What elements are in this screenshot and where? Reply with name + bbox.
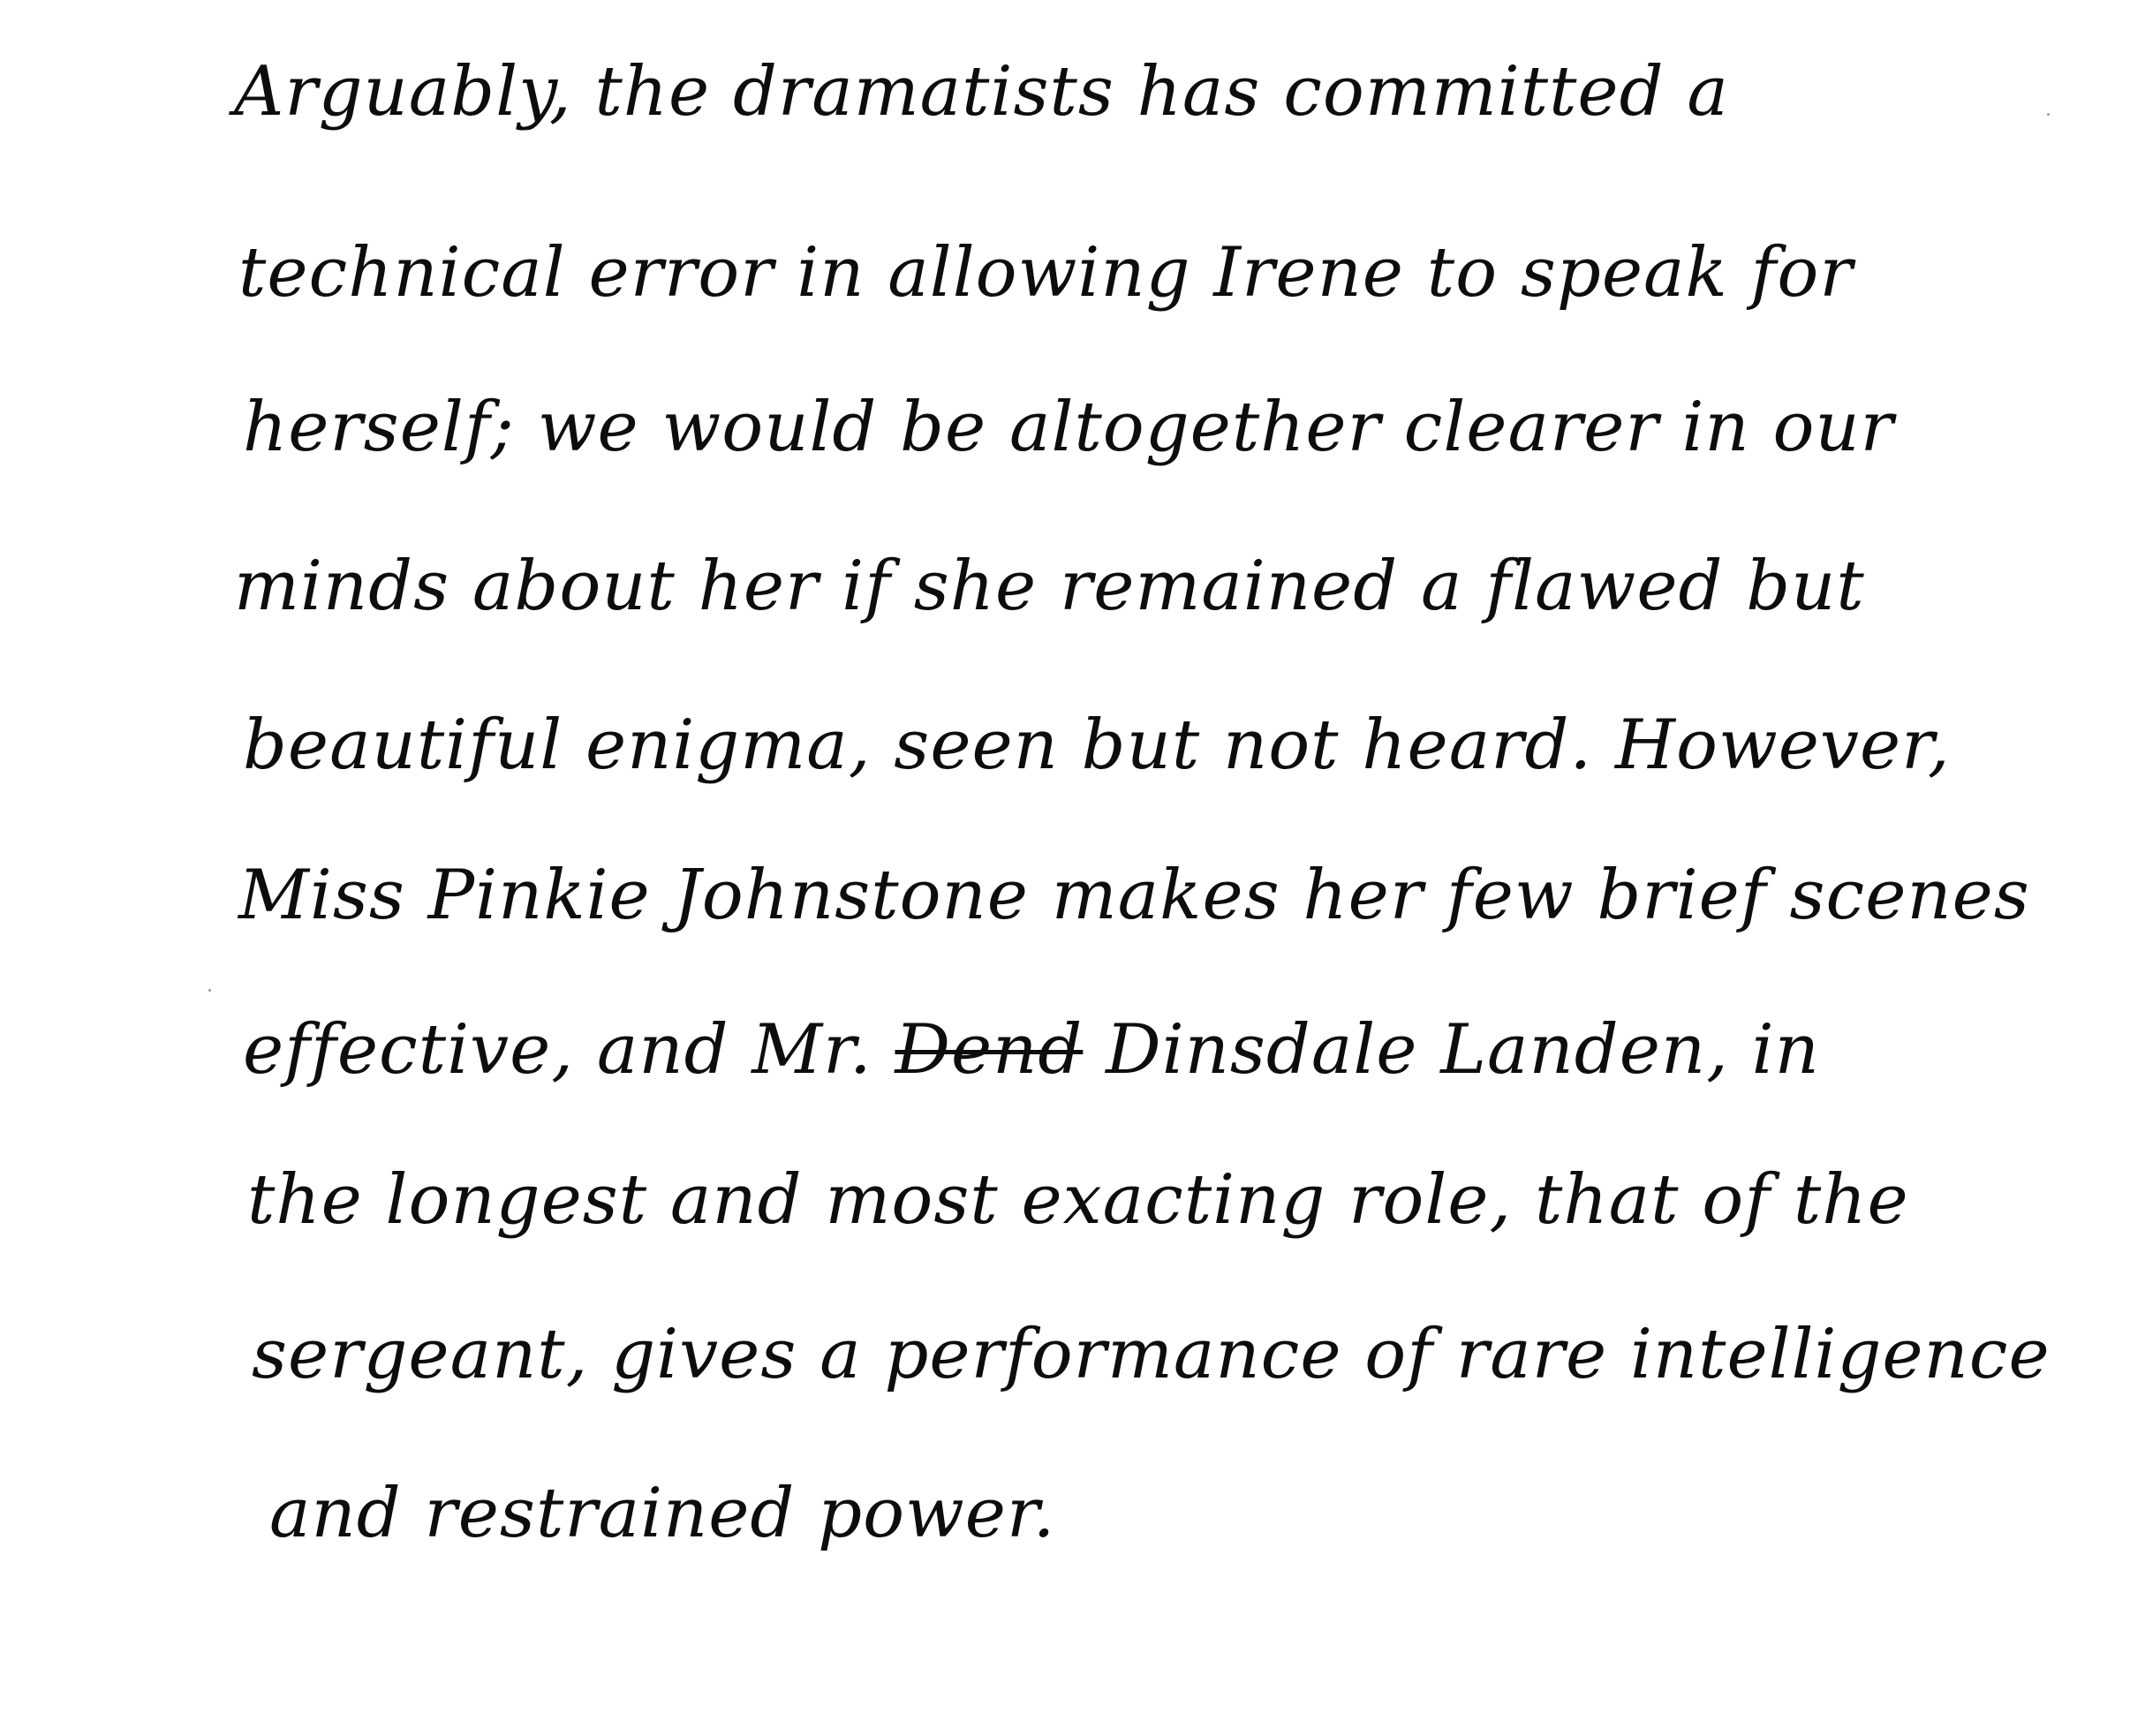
text-line-8: the longest and most exacting role, that of the bbox=[247, 1160, 1909, 1240]
text-line-7-start: effective, and Mr. bbox=[243, 1010, 895, 1090]
text-line-9: sergeant, gives a performance of rare intelligence bbox=[252, 1315, 2051, 1394]
text-line-7-end: Dinsdale Landen, in bbox=[1083, 1010, 1820, 1090]
text-line-4: minds about her if she remained a flawed but bbox=[234, 547, 1865, 626]
paper-speck bbox=[208, 989, 211, 992]
text-line-5: beautiful enigma, seen but not heard. However, bbox=[243, 706, 1951, 785]
text-line-7 bbox=[243, 1010, 1820, 1090]
struck-out-word: Dend bbox=[895, 1010, 1084, 1090]
paper-speck bbox=[2047, 113, 2050, 116]
text-line-10: and restrained power. bbox=[269, 1474, 1056, 1553]
text-line-1: Arguably, the dramatists has committed a bbox=[234, 52, 1729, 132]
text-line-3: herself; we would be altogether clearer in our bbox=[243, 388, 1894, 467]
text-line-2: technical error in allowing Irene to speak for bbox=[238, 233, 1854, 313]
text-line-6: Miss Pinkie Johnstone makes her few brief scenes bbox=[238, 856, 2030, 935]
